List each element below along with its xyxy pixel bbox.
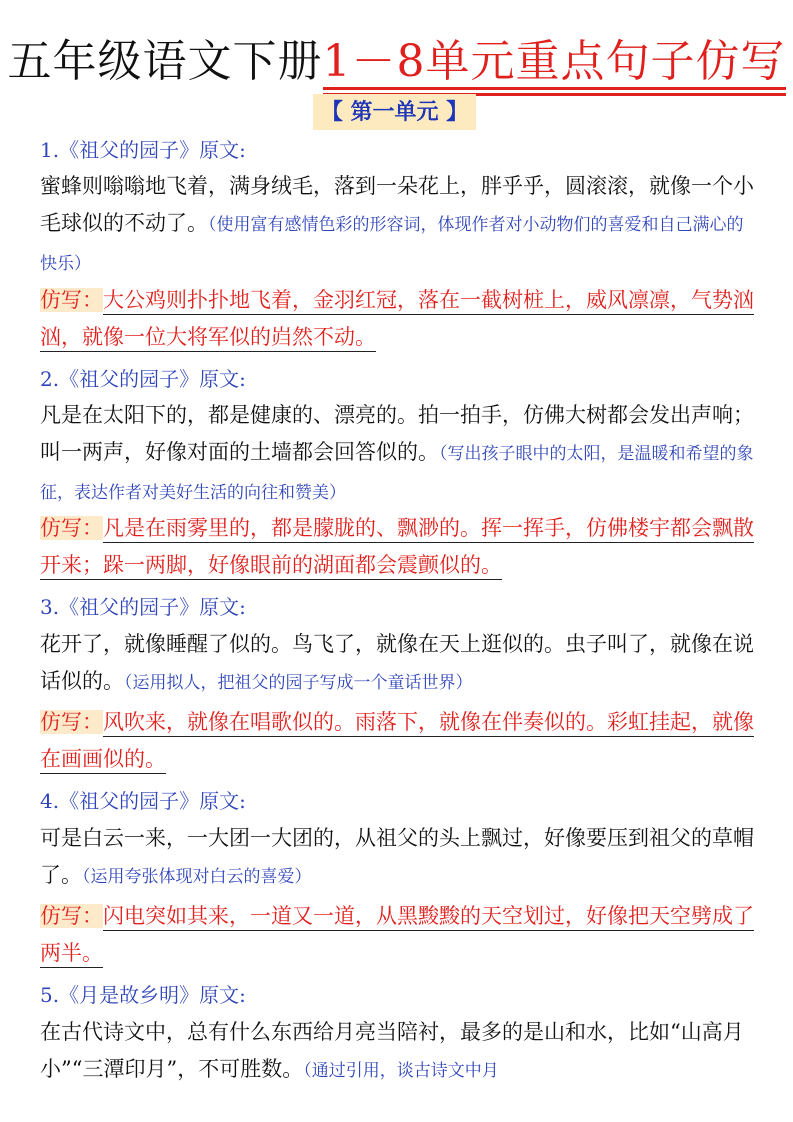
item-2-imitation-text: 凡是在雨雾里的，都是朦胧的、飘渺的。挥一挥手，仿佛楼宇都会飘散开来；跺一两脚，好像眼前的湖面都会震颤似的。 [40,516,754,580]
item-1-original-text: 蜜蜂则嗡嗡地飞着，满身绒毛，落到一朵花上，胖乎乎，圆滚滚，就像一个小毛球似的不动了。 [40,174,754,235]
item-1-original [40,168,760,283]
item-3-original [40,626,760,702]
item-4-note: （运用夸张体现对白云的喜爱） [82,867,312,887]
item-2-heading: 2.《祖父的园子》原文: [40,367,246,391]
item-3-imitation-text: 风吹来，就像在唱歌似的。雨落下，就像在伴奏似的。彩虹挂起，就像在画画似的。 [40,710,754,774]
title-grade-text: 五年级语文下册 [7,36,323,87]
item-2-imitation-label: 仿写： [40,516,103,540]
item-3-imitation [40,704,760,778]
item-4-original [40,820,760,896]
page-title [0,32,793,92]
item-1-imitation-label: 仿写： [40,288,103,312]
item-3-note: （运用拟人，把祖父的园子写成一个童话世界） [124,673,473,693]
item-2-original-text: 凡是在太阳下的，都是健康的、漂亮的。拍一拍手，仿佛大树都会发出声响；叫一两声，好像对面的土墙都会回答似的。 [40,403,754,464]
item-1-imitation [40,282,760,356]
item-4-imitation-label: 仿写： [40,904,103,928]
item-4-original-text: 可是白云一来，一大团一大团的，从祖父的头上飘过，好像要压到祖父的草帽了。 [40,826,754,887]
item-2-note: （写出孩子眼中的太阳，是温暖和希望的象征，表达作者对美好生活的向往和赞美） [40,444,754,503]
item-4-heading: 4.《祖父的园子》原文: [40,789,246,813]
item-2-imitation [40,510,760,584]
item-3-heading: 3.《祖父的园子》原文: [40,595,246,619]
title-topic-text: 1－8单元重点句子仿写 [323,36,786,90]
item-3-original-text: 花开了，就像睡醒了似的。鸟飞了，就像在天上逛似的。虫子叫了，就像在说话似的。 [40,632,754,693]
item-1-note: （使用富有感情色彩的形容词，体现作者对小动物们的喜爱和自己满心的快乐） [40,215,744,274]
item-4-imitation-text: 闪电突如其来，一道又一道，从黑黢黢的天空划过，好像把天空劈成了两半。 [40,904,754,968]
item-5-note: （通过引用，谈古诗文中月 [303,1061,499,1081]
item-4-imitation [40,898,760,972]
item-5-original-text: 在古代诗文中，总有什么东西给月亮当陪衬，最多的是山和水，比如“山高月小”“三潭印月”，不可胜数。 [40,1020,744,1081]
item-2-original [40,397,760,512]
item-3-imitation-label: 仿写： [40,710,103,734]
item-1-imitation-text: 大公鸡则扑扑地飞着，金羽红冠，落在一截树桩上，威风凛凛，气势汹汹，就像一位大将军似的岿然不动。 [40,288,754,352]
item-5-original [40,1014,760,1090]
item-5-heading: 5.《月是故乡明》原文: [40,983,246,1007]
unit-badge: 【 第一单元 】 [313,94,476,130]
item-1-heading: 1.《祖父的园子》原文: [40,138,246,162]
